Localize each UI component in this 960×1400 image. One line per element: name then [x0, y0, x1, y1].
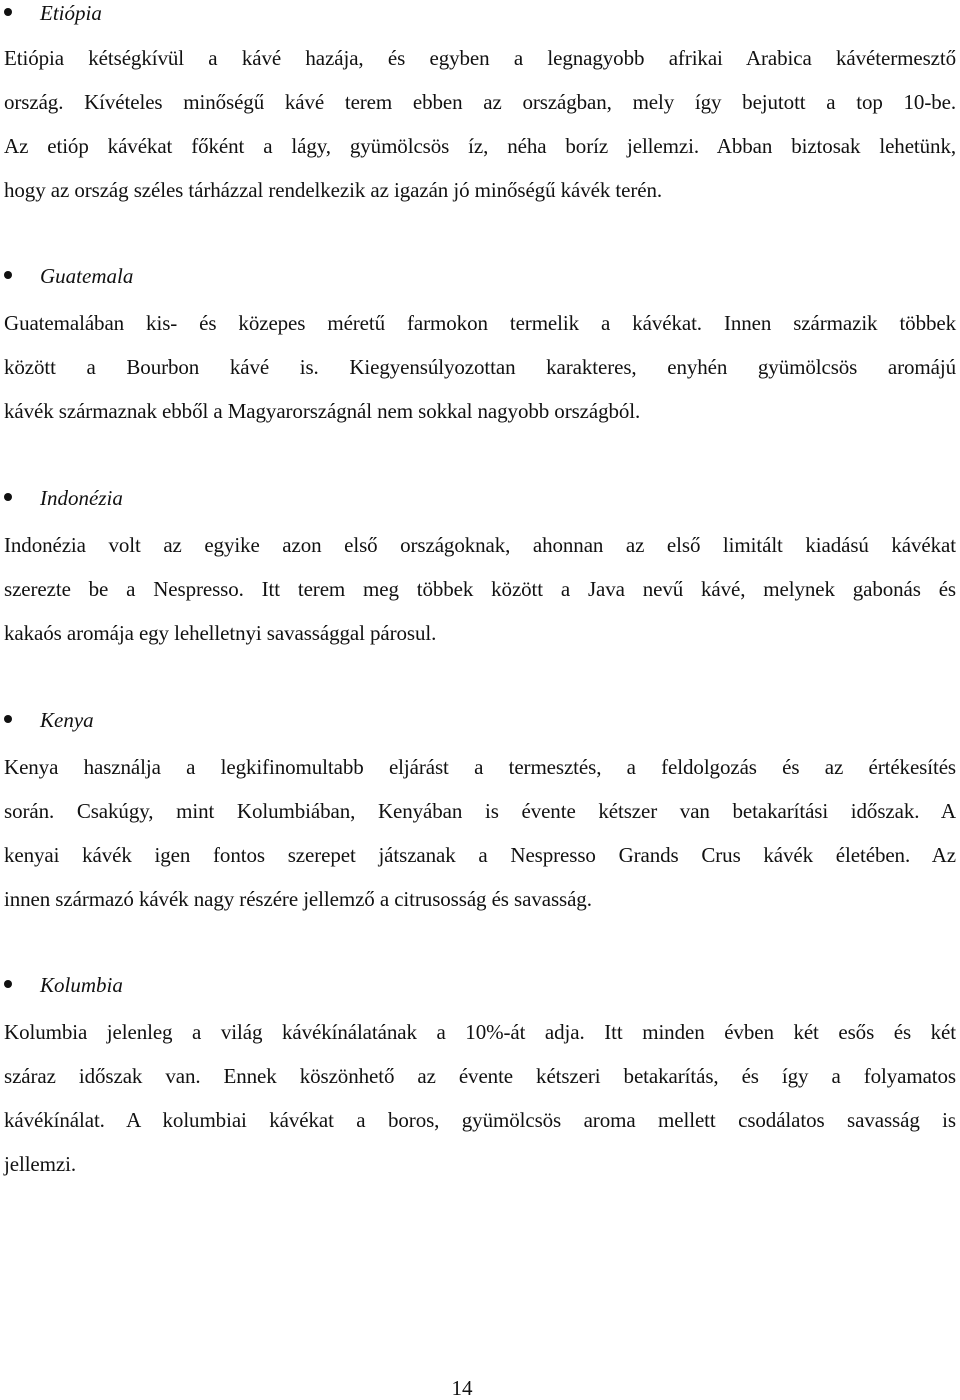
paragraph-line: Etiópia kétségkívül a kávé hazája, és egyben a legnagyobb afrikai Arabica kávétermesztő	[4, 46, 956, 70]
paragraph-line: Guatemalában kis- és közepes méretű farmokon termelik a kávékat. Innen származik többek	[4, 311, 956, 335]
paragraph-line: Az etióp kávékat főként a lágy, gyümölcsös íz, néha boríz jellemzi. Abban biztosak lehetünk,	[4, 134, 956, 158]
paragraph-line: hogy az ország széles tárházzal rendelkezik az igazán jó minőségű kávék terén.	[4, 178, 663, 202]
paragraph-line: innen származó kávék nagy részére jellemző a citrusosság és savasság.	[4, 887, 592, 911]
section-paragraph	[4, 1010, 956, 1186]
section-indonezia	[4, 485, 956, 655]
section-guatemala	[4, 263, 956, 433]
page-number: 14	[451, 1376, 473, 1400]
bullet-icon	[4, 715, 12, 723]
section-heading-text: Etiópia	[40, 1, 102, 25]
paragraph-line: Kolumbia jelenleg a világ kávékínálatának a 10%-át adja. Itt minden évben két esős és két	[4, 1020, 956, 1044]
bullet-icon	[4, 8, 12, 16]
paragraph-line: kávék származnak ebből a Magyarországnál nem sokkal nagyobb országból.	[4, 399, 641, 423]
paragraph-line: jellemzi.	[4, 1152, 76, 1176]
bullet-icon	[4, 493, 12, 501]
paragraph-line: között a Bourbon kávé is. Kiegyensúlyozottan karakteres, enyhén gyümölcsös aromájú	[4, 355, 956, 379]
bullet-icon	[4, 271, 12, 279]
bullet-icon	[4, 980, 12, 988]
section-paragraph	[4, 745, 956, 921]
section-heading	[4, 972, 956, 998]
paragraph-line: száraz időszak van. Ennek köszönhető az évente kétszeri betakarítás, és így a folyamatos	[4, 1064, 956, 1088]
section-heading-text: Kolumbia	[40, 973, 123, 997]
section-kenya	[4, 707, 956, 921]
paragraph-line: Indonézia volt az egyike azon első országoknak, ahonnan az első limitált kiadású kávékat	[4, 533, 956, 557]
section-etiopia	[4, 0, 956, 212]
section-paragraph	[4, 301, 956, 433]
section-heading	[4, 0, 956, 26]
paragraph-line: során. Csakúgy, mint Kolumbiában, Kenyában is évente kétszer van betakarítási időszak. A	[4, 799, 956, 823]
paragraph-line: szerezte be a Nespresso. Itt terem meg többek között a Java nevű kávé, melynek gabonás és	[4, 577, 956, 601]
section-heading	[4, 707, 956, 733]
paragraph-line: kávékínálat. A kolumbiai kávékat a boros, gyümölcsös aroma mellett csodálatos savasság is	[4, 1108, 956, 1132]
section-paragraph	[4, 523, 956, 655]
section-heading	[4, 263, 956, 289]
paragraph-line: Kenya használja a legkifinomultabb eljárást a termesztés, a feldolgozás és az értékesítés	[4, 755, 956, 779]
paragraph-line: kakaós aromája egy lehelletnyi savassággal párosul.	[4, 621, 437, 645]
section-kolumbia	[4, 972, 956, 1186]
section-heading-text: Guatemala	[40, 264, 134, 288]
section-heading-text: Kenya	[40, 708, 94, 732]
section-heading-text: Indonézia	[40, 486, 123, 510]
paragraph-line: ország. Kívételes minőségű kávé terem ebben az országban, mely így bejutott a top 10-be.	[4, 90, 956, 114]
section-paragraph	[4, 36, 956, 212]
paragraph-line: kenyai kávék igen fontos szerepet játszanak a Nespresso Grands Crus kávék életében. Az	[4, 843, 956, 867]
section-heading	[4, 485, 956, 511]
